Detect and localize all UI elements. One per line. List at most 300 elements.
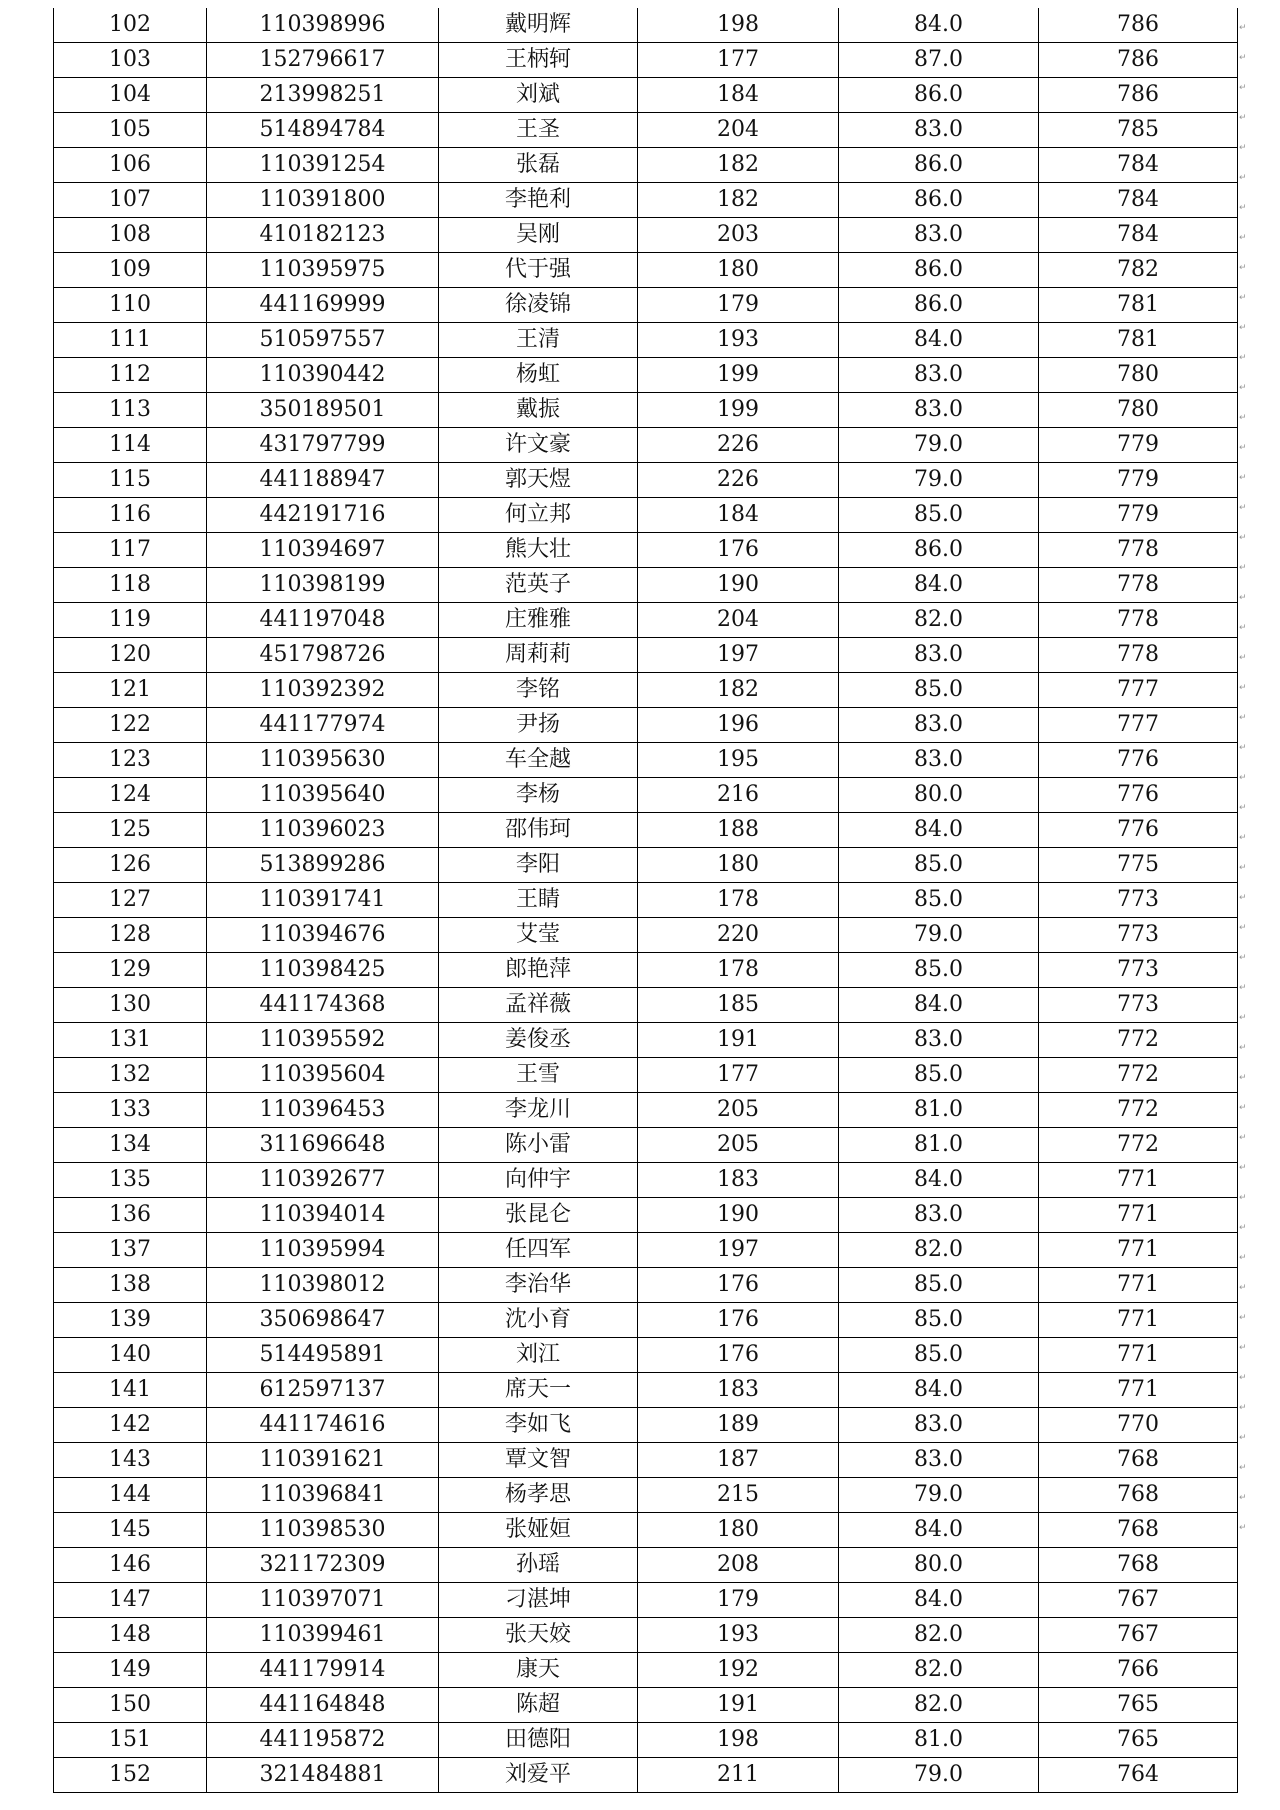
row-end-mark: ↵ — [1239, 743, 1247, 753]
score-a-cell: 177 — [638, 43, 839, 78]
rank-cell: 123 — [54, 743, 207, 778]
table-row — [54, 148, 1238, 183]
rank-cell: 119 — [54, 603, 207, 638]
table-row — [54, 183, 1238, 218]
score-b-cell: 84.0 — [839, 1513, 1039, 1548]
name-cell: 王睛 — [439, 883, 638, 918]
score-b-cell: 84.0 — [839, 813, 1039, 848]
rank-cell: 136 — [54, 1198, 207, 1233]
id-cell: 110395640 — [207, 778, 439, 813]
name-cell: 尹扬 — [439, 708, 638, 743]
score-table-body — [54, 8, 1238, 1793]
score-a-cell: 191 — [638, 1688, 839, 1723]
rank-cell: 146 — [54, 1548, 207, 1583]
table-row — [54, 953, 1238, 988]
total-cell: 779 — [1039, 463, 1238, 498]
score-a-cell: 198 — [638, 1723, 839, 1758]
total-cell: 767 — [1039, 1583, 1238, 1618]
score-a-cell: 182 — [638, 673, 839, 708]
rank-cell: 114 — [54, 428, 207, 463]
rank-cell: 132 — [54, 1058, 207, 1093]
score-a-cell: 183 — [638, 1373, 839, 1408]
name-cell: 沈小育 — [439, 1303, 638, 1338]
score-b-cell: 80.0 — [839, 778, 1039, 813]
id-cell: 110398425 — [207, 953, 439, 988]
total-cell: 780 — [1039, 358, 1238, 393]
id-cell: 451798726 — [207, 638, 439, 673]
name-cell: 徐凌锦 — [439, 288, 638, 323]
total-cell: 771 — [1039, 1268, 1238, 1303]
name-cell: 范英子 — [439, 568, 638, 603]
total-cell: 767 — [1039, 1618, 1238, 1653]
id-cell: 110396841 — [207, 1478, 439, 1513]
rank-cell: 152 — [54, 1758, 207, 1793]
rank-cell: 109 — [54, 253, 207, 288]
score-a-cell: 177 — [638, 1058, 839, 1093]
score-b-cell: 83.0 — [839, 218, 1039, 253]
row-end-mark: ↵ — [1239, 353, 1247, 363]
id-cell: 350189501 — [207, 393, 439, 428]
score-a-cell: 197 — [638, 1233, 839, 1268]
rank-cell: 140 — [54, 1338, 207, 1373]
score-a-cell: 178 — [638, 883, 839, 918]
name-cell: 李杨 — [439, 778, 638, 813]
table-row — [54, 1338, 1238, 1373]
score-a-cell: 182 — [638, 148, 839, 183]
total-cell: 778 — [1039, 603, 1238, 638]
row-end-mark: ↵ — [1239, 893, 1247, 903]
total-cell: 764 — [1039, 1758, 1238, 1793]
name-cell: 王圣 — [439, 113, 638, 148]
table-row — [54, 43, 1238, 78]
total-cell: 772 — [1039, 1023, 1238, 1058]
name-cell: 张昆仑 — [439, 1198, 638, 1233]
score-b-cell: 79.0 — [839, 463, 1039, 498]
total-cell: 781 — [1039, 323, 1238, 358]
total-cell: 772 — [1039, 1058, 1238, 1093]
table-row — [54, 1758, 1238, 1793]
rank-cell: 145 — [54, 1513, 207, 1548]
total-cell: 770 — [1039, 1408, 1238, 1443]
table-row — [54, 358, 1238, 393]
rank-cell: 151 — [54, 1723, 207, 1758]
id-cell: 110396023 — [207, 813, 439, 848]
id-cell: 110395994 — [207, 1233, 439, 1268]
total-cell: 768 — [1039, 1548, 1238, 1583]
rank-cell: 144 — [54, 1478, 207, 1513]
id-cell: 110397071 — [207, 1583, 439, 1618]
rank-cell: 121 — [54, 673, 207, 708]
name-cell: 张天姣 — [439, 1618, 638, 1653]
id-cell: 311696648 — [207, 1128, 439, 1163]
total-cell: 768 — [1039, 1443, 1238, 1478]
row-end-mark: ↵ — [1239, 1493, 1247, 1503]
row-end-mark: ↵ — [1239, 713, 1247, 723]
score-b-cell: 82.0 — [839, 1688, 1039, 1723]
score-a-cell: 187 — [638, 1443, 839, 1478]
row-end-mark: ↵ — [1239, 203, 1247, 213]
score-a-cell: 193 — [638, 1618, 839, 1653]
table-row — [54, 393, 1238, 428]
rank-cell: 110 — [54, 288, 207, 323]
row-end-mark: ↵ — [1239, 563, 1247, 573]
row-end-mark: ↵ — [1239, 233, 1247, 243]
score-a-cell: 189 — [638, 1408, 839, 1443]
row-end-mark: ↵ — [1239, 533, 1247, 543]
row-end-mark: ↵ — [1239, 1193, 1247, 1203]
total-cell: 771 — [1039, 1373, 1238, 1408]
name-cell: 李龙川 — [439, 1093, 638, 1128]
score-a-cell: 195 — [638, 743, 839, 778]
score-b-cell: 83.0 — [839, 1408, 1039, 1443]
rank-cell: 116 — [54, 498, 207, 533]
name-cell: 李铭 — [439, 673, 638, 708]
name-cell: 吴刚 — [439, 218, 638, 253]
total-cell: 786 — [1039, 43, 1238, 78]
total-cell: 777 — [1039, 673, 1238, 708]
id-cell: 350698647 — [207, 1303, 439, 1338]
id-cell: 612597137 — [207, 1373, 439, 1408]
id-cell: 110398012 — [207, 1268, 439, 1303]
score-b-cell: 80.0 — [839, 1548, 1039, 1583]
table-row — [54, 1198, 1238, 1233]
name-cell: 覃文智 — [439, 1443, 638, 1478]
row-end-mark: ↵ — [1239, 833, 1247, 843]
table-row — [54, 428, 1238, 463]
table-row — [54, 1688, 1238, 1723]
table-row — [54, 1723, 1238, 1758]
score-a-cell: 183 — [638, 1163, 839, 1198]
score-a-cell: 226 — [638, 428, 839, 463]
row-end-mark: ↵ — [1239, 143, 1247, 153]
total-cell: 776 — [1039, 778, 1238, 813]
row-end-mark: ↵ — [1239, 443, 1247, 453]
score-a-cell: 190 — [638, 568, 839, 603]
score-b-cell: 87.0 — [839, 43, 1039, 78]
score-b-cell: 85.0 — [839, 883, 1039, 918]
table-row — [54, 673, 1238, 708]
total-cell: 772 — [1039, 1093, 1238, 1128]
row-end-mark: ↵ — [1239, 1433, 1247, 1443]
rank-cell: 128 — [54, 918, 207, 953]
score-a-cell: 204 — [638, 113, 839, 148]
score-a-cell: 215 — [638, 1478, 839, 1513]
row-end-mark: ↵ — [1239, 1523, 1247, 1533]
id-cell: 110396453 — [207, 1093, 439, 1128]
total-cell: 778 — [1039, 638, 1238, 673]
row-end-mark: ↵ — [1239, 1163, 1247, 1173]
row-end-mark: ↵ — [1239, 323, 1247, 333]
rank-cell: 143 — [54, 1443, 207, 1478]
score-b-cell: 82.0 — [839, 1233, 1039, 1268]
score-b-cell: 84.0 — [839, 568, 1039, 603]
total-cell: 778 — [1039, 533, 1238, 568]
score-b-cell: 85.0 — [839, 1338, 1039, 1373]
row-end-mark: ↵ — [1239, 23, 1247, 33]
id-cell: 152796617 — [207, 43, 439, 78]
rank-cell: 134 — [54, 1128, 207, 1163]
id-cell: 514495891 — [207, 1338, 439, 1373]
score-a-cell: 199 — [638, 393, 839, 428]
score-b-cell: 83.0 — [839, 393, 1039, 428]
score-b-cell: 82.0 — [839, 603, 1039, 638]
table-row — [54, 1128, 1238, 1163]
table-row — [54, 498, 1238, 533]
total-cell: 771 — [1039, 1233, 1238, 1268]
total-cell: 768 — [1039, 1513, 1238, 1548]
score-b-cell: 79.0 — [839, 1758, 1039, 1793]
score-b-cell: 86.0 — [839, 533, 1039, 568]
rank-cell: 138 — [54, 1268, 207, 1303]
id-cell: 110395630 — [207, 743, 439, 778]
rank-cell: 124 — [54, 778, 207, 813]
row-end-mark: ↵ — [1239, 653, 1247, 663]
id-cell: 110395975 — [207, 253, 439, 288]
table-row — [54, 1513, 1238, 1548]
name-cell: 何立邦 — [439, 498, 638, 533]
table-row — [54, 8, 1238, 43]
table-row — [54, 1093, 1238, 1128]
score-table — [53, 8, 1238, 1793]
table-row — [54, 1548, 1238, 1583]
total-cell: 776 — [1039, 743, 1238, 778]
table-row — [54, 463, 1238, 498]
score-b-cell: 85.0 — [839, 1303, 1039, 1338]
name-cell: 陈小雷 — [439, 1128, 638, 1163]
id-cell: 110390442 — [207, 358, 439, 393]
score-b-cell: 84.0 — [839, 988, 1039, 1023]
table-row — [54, 918, 1238, 953]
rank-cell: 131 — [54, 1023, 207, 1058]
score-b-cell: 83.0 — [839, 1198, 1039, 1233]
score-b-cell: 84.0 — [839, 8, 1039, 43]
name-cell: 郎艳萍 — [439, 953, 638, 988]
score-a-cell: 191 — [638, 1023, 839, 1058]
score-b-cell: 79.0 — [839, 1478, 1039, 1513]
row-end-mark: ↵ — [1239, 623, 1247, 633]
score-b-cell: 85.0 — [839, 498, 1039, 533]
score-a-cell: 205 — [638, 1128, 839, 1163]
score-b-cell: 84.0 — [839, 1163, 1039, 1198]
total-cell: 771 — [1039, 1303, 1238, 1338]
id-cell: 441169999 — [207, 288, 439, 323]
score-a-cell: 203 — [638, 218, 839, 253]
table-row — [54, 1408, 1238, 1443]
rank-cell: 125 — [54, 813, 207, 848]
row-end-mark: ↵ — [1239, 1283, 1247, 1293]
name-cell: 刁湛坤 — [439, 1583, 638, 1618]
name-cell: 李治华 — [439, 1268, 638, 1303]
id-cell: 441174616 — [207, 1408, 439, 1443]
total-cell: 777 — [1039, 708, 1238, 743]
score-a-cell: 180 — [638, 253, 839, 288]
table-row — [54, 218, 1238, 253]
name-cell: 代于强 — [439, 253, 638, 288]
table-row — [54, 1653, 1238, 1688]
score-b-cell: 85.0 — [839, 848, 1039, 883]
table-row — [54, 1478, 1238, 1513]
table-row — [54, 1443, 1238, 1478]
score-a-cell: 180 — [638, 848, 839, 883]
table-row — [54, 743, 1238, 778]
name-cell: 熊大壮 — [439, 533, 638, 568]
id-cell: 110398996 — [207, 8, 439, 43]
score-b-cell: 79.0 — [839, 428, 1039, 463]
total-cell: 773 — [1039, 883, 1238, 918]
id-cell: 431797799 — [207, 428, 439, 463]
row-end-mark: ↵ — [1239, 1373, 1247, 1383]
score-b-cell: 81.0 — [839, 1723, 1039, 1758]
rank-cell: 112 — [54, 358, 207, 393]
total-cell: 765 — [1039, 1723, 1238, 1758]
row-end-mark: ↵ — [1239, 1103, 1247, 1113]
total-cell: 776 — [1039, 813, 1238, 848]
rank-cell: 126 — [54, 848, 207, 883]
score-a-cell: 182 — [638, 183, 839, 218]
table-row — [54, 1268, 1238, 1303]
id-cell: 441188947 — [207, 463, 439, 498]
score-b-cell: 83.0 — [839, 1443, 1039, 1478]
score-a-cell: 192 — [638, 1653, 839, 1688]
rank-cell: 106 — [54, 148, 207, 183]
row-end-mark: ↵ — [1239, 1013, 1247, 1023]
name-cell: 邵伟珂 — [439, 813, 638, 848]
row-end-mark: ↵ — [1239, 1463, 1247, 1473]
rank-cell: 108 — [54, 218, 207, 253]
score-b-cell: 86.0 — [839, 288, 1039, 323]
table-row — [54, 568, 1238, 603]
score-a-cell: 176 — [638, 1338, 839, 1373]
total-cell: 784 — [1039, 183, 1238, 218]
score-a-cell: 176 — [638, 1268, 839, 1303]
rank-cell: 142 — [54, 1408, 207, 1443]
rank-cell: 122 — [54, 708, 207, 743]
score-a-cell: 176 — [638, 533, 839, 568]
table-row — [54, 78, 1238, 113]
row-end-mark: ↵ — [1239, 113, 1247, 123]
table-row — [54, 253, 1238, 288]
table-row — [54, 1373, 1238, 1408]
name-cell: 戴振 — [439, 393, 638, 428]
name-cell: 艾莹 — [439, 918, 638, 953]
score-a-cell: 198 — [638, 8, 839, 43]
name-cell: 李艳利 — [439, 183, 638, 218]
id-cell: 110394697 — [207, 533, 439, 568]
name-cell: 车全越 — [439, 743, 638, 778]
score-b-cell: 86.0 — [839, 183, 1039, 218]
id-cell: 441164848 — [207, 1688, 439, 1723]
id-cell: 410182123 — [207, 218, 439, 253]
rank-cell: 149 — [54, 1653, 207, 1688]
score-a-cell: 180 — [638, 1513, 839, 1548]
id-cell: 110392677 — [207, 1163, 439, 1198]
name-cell: 任四军 — [439, 1233, 638, 1268]
name-cell: 周莉莉 — [439, 638, 638, 673]
rank-cell: 120 — [54, 638, 207, 673]
id-cell: 213998251 — [207, 78, 439, 113]
table-row — [54, 1023, 1238, 1058]
name-cell: 孟祥薇 — [439, 988, 638, 1023]
score-b-cell: 84.0 — [839, 323, 1039, 358]
table-row — [54, 1058, 1238, 1093]
rank-cell: 137 — [54, 1233, 207, 1268]
score-a-cell: 176 — [638, 1303, 839, 1338]
name-cell: 向仲宇 — [439, 1163, 638, 1198]
score-a-cell: 216 — [638, 778, 839, 813]
table-row — [54, 1618, 1238, 1653]
id-cell: 441177974 — [207, 708, 439, 743]
score-a-cell: 179 — [638, 288, 839, 323]
score-b-cell: 83.0 — [839, 1023, 1039, 1058]
id-cell: 441179914 — [207, 1653, 439, 1688]
row-end-mark: ↵ — [1239, 1253, 1247, 1263]
score-a-cell: 178 — [638, 953, 839, 988]
row-end-mark: ↵ — [1239, 383, 1247, 393]
name-cell: 李如飞 — [439, 1408, 638, 1443]
id-cell: 110395604 — [207, 1058, 439, 1093]
name-cell: 王雪 — [439, 1058, 638, 1093]
score-b-cell: 84.0 — [839, 1373, 1039, 1408]
score-a-cell: 204 — [638, 603, 839, 638]
id-cell: 110399461 — [207, 1618, 439, 1653]
total-cell: 773 — [1039, 988, 1238, 1023]
score-a-cell: 205 — [638, 1093, 839, 1128]
rank-cell: 135 — [54, 1163, 207, 1198]
table-row — [54, 288, 1238, 323]
row-end-mark: ↵ — [1239, 473, 1247, 483]
table-row — [54, 813, 1238, 848]
score-b-cell: 86.0 — [839, 148, 1039, 183]
score-b-cell: 85.0 — [839, 953, 1039, 988]
score-a-cell: 208 — [638, 1548, 839, 1583]
table-row — [54, 988, 1238, 1023]
total-cell: 784 — [1039, 148, 1238, 183]
id-cell: 110394676 — [207, 918, 439, 953]
total-cell: 786 — [1039, 8, 1238, 43]
score-b-cell: 82.0 — [839, 1618, 1039, 1653]
total-cell: 782 — [1039, 253, 1238, 288]
table-row — [54, 603, 1238, 638]
name-cell: 杨孝思 — [439, 1478, 638, 1513]
name-cell: 戴明辉 — [439, 8, 638, 43]
row-end-mark: ↵ — [1239, 803, 1247, 813]
name-cell: 张娅姮 — [439, 1513, 638, 1548]
score-b-cell: 85.0 — [839, 1268, 1039, 1303]
score-a-cell: 184 — [638, 498, 839, 533]
total-cell: 775 — [1039, 848, 1238, 883]
id-cell: 110391621 — [207, 1443, 439, 1478]
id-cell: 110391254 — [207, 148, 439, 183]
rank-cell: 107 — [54, 183, 207, 218]
id-cell: 110395592 — [207, 1023, 439, 1058]
rank-cell: 147 — [54, 1583, 207, 1618]
score-b-cell: 81.0 — [839, 1128, 1039, 1163]
id-cell: 441195872 — [207, 1723, 439, 1758]
id-cell: 110391741 — [207, 883, 439, 918]
id-cell: 510597557 — [207, 323, 439, 358]
score-a-cell: 185 — [638, 988, 839, 1023]
table-row — [54, 1583, 1238, 1618]
name-cell: 姜俊丞 — [439, 1023, 638, 1058]
id-cell: 321484881 — [207, 1758, 439, 1793]
row-end-mark: ↵ — [1239, 413, 1247, 423]
total-cell: 779 — [1039, 428, 1238, 463]
row-end-mark: ↵ — [1239, 503, 1247, 513]
total-cell: 766 — [1039, 1653, 1238, 1688]
score-b-cell: 85.0 — [839, 1058, 1039, 1093]
name-cell: 郭天煜 — [439, 463, 638, 498]
score-b-cell: 83.0 — [839, 113, 1039, 148]
